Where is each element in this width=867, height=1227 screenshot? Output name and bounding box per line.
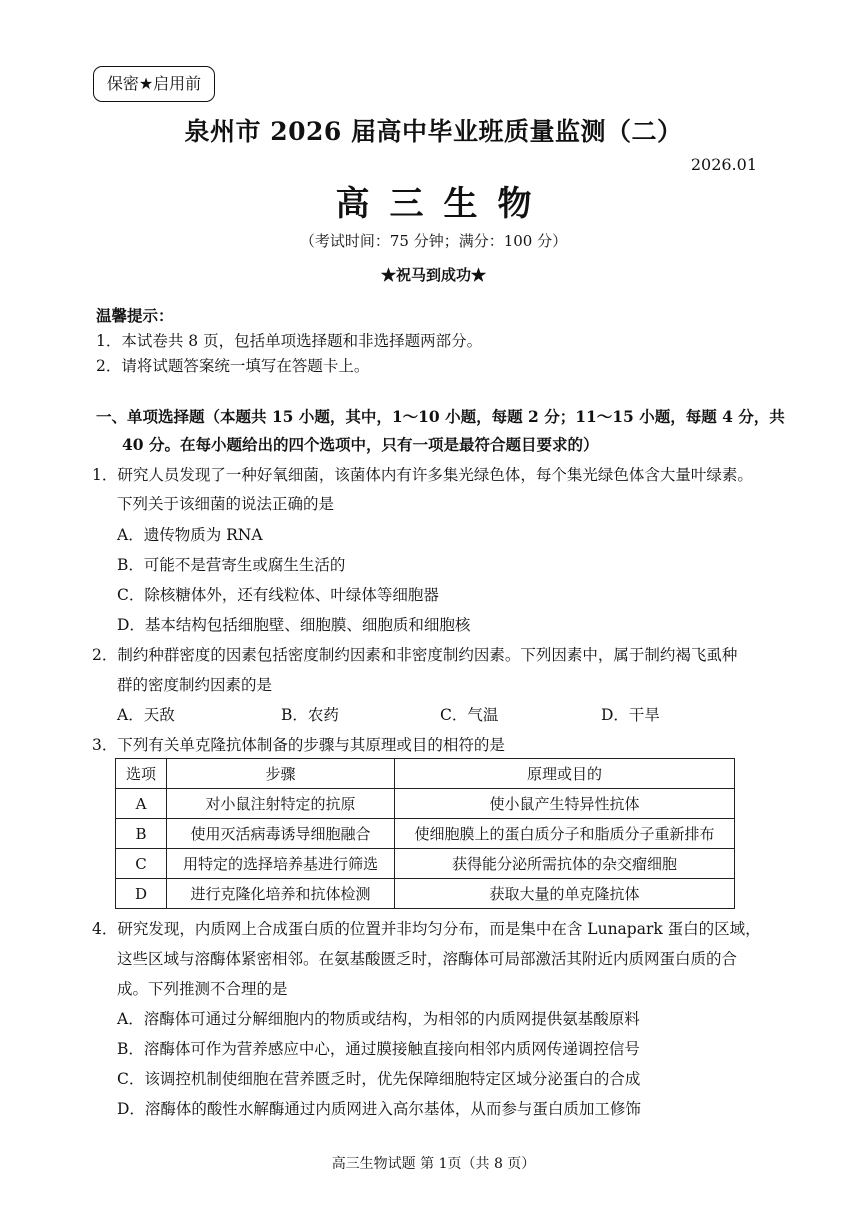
question-1-option-b: B．可能不是营寄生或腐生生活的 <box>117 556 346 574</box>
question-1-option-d: D．基本结构包括细胞壁、细胞膜、细胞质和细胞核 <box>117 616 471 634</box>
table-cell: 使细胞膜上的蛋白质分子和脂质分子重新排布 <box>395 819 735 849</box>
question-4-stem-continued: 成。下列推测不合理的是 <box>117 980 288 998</box>
table-cell: 获得能分泌所需抗体的杂交瘤细胞 <box>395 849 735 879</box>
tips-title: 温馨提示： <box>96 306 174 325</box>
page-footer: 高三生物试题 第 1页（共 8 页） <box>331 1156 536 1172</box>
table-cell: 用特定的选择培养基进行筛选 <box>167 849 395 879</box>
question-3-stem: 3．下列有关单克隆抗体制备的步骤与其原理或目的相符的是 <box>92 736 505 754</box>
table-cell: D <box>116 879 167 909</box>
confidential-label: 保密★启用前 <box>93 66 215 102</box>
tip-item: 2．请将试题答案统一填写在答题卡上。 <box>96 357 370 375</box>
table-row <box>116 789 735 819</box>
question-1-option-c: C．除核糖体外，还有线粒体、叶绿体等细胞器 <box>117 586 439 604</box>
table-header: 原理或目的 <box>395 759 735 789</box>
exam-date: 2026.01 <box>690 155 757 174</box>
question-3-table <box>115 758 735 909</box>
question-2-option-a: A．天敌 <box>117 706 175 724</box>
table-cell: C <box>116 849 167 879</box>
table-cell: A <box>116 789 167 819</box>
subject-title: 高三生物 <box>335 184 552 224</box>
section-heading-continued: 40 分。在每小题给出的四个选项中，只有一项是最符合题目要求的） <box>122 435 599 454</box>
main-title: 泉州市 2026 届高中毕业班质量监测（二） <box>184 117 683 146</box>
question-2-option-c: C．气温 <box>440 706 499 724</box>
question-2-option-d: D．干旱 <box>601 706 660 724</box>
question-1-stem-continued: 下列关于该细菌的说法正确的是 <box>117 495 335 513</box>
table-row <box>116 879 735 909</box>
question-1-option-a: A．遗传物质为 RNA <box>117 526 263 544</box>
table-cell: B <box>116 819 167 849</box>
question-4-option-b: B．溶酶体可作为营养感应中心，通过膜接触直接向相邻内质网传递调控信号 <box>117 1040 640 1058</box>
table-cell: 使小鼠产生特异性抗体 <box>395 789 735 819</box>
table-cell: 对小鼠注射特定的抗原 <box>167 789 395 819</box>
table-row <box>116 849 735 879</box>
exam-info: （考试时间：75 分钟；满分：100 分） <box>299 232 568 250</box>
table-row <box>116 819 735 849</box>
question-2-stem-continued: 群的密度制约因素的是 <box>117 676 273 694</box>
table-cell: 获取大量的单克隆抗体 <box>395 879 735 909</box>
table-header: 步骤 <box>167 759 395 789</box>
table-header-row <box>116 759 735 789</box>
question-2-option-b: B．农药 <box>281 706 339 724</box>
question-4-option-c: C．该调控机制使细胞在营养匮乏时，优先保障细胞特定区域分泌蛋白的合成 <box>117 1070 641 1088</box>
question-2-stem: 2．制约种群密度的因素包括密度制约因素和非密度制约因素。下列因素中，属于制约褐飞虱种 <box>92 646 738 664</box>
table-cell: 使用灭活病毒诱导细胞融合 <box>167 819 395 849</box>
question-4-option-a: A．溶酶体可通过分解细胞内的物质或结构，为相邻的内质网提供氨基酸原料 <box>117 1010 640 1028</box>
question-1-stem: 1．研究人员发现了一种好氧细菌，该菌体内有许多集光绿色体，每个集光绿色体含大量叶绿素。 <box>92 466 753 484</box>
table-cell: 进行克隆化培养和抗体检测 <box>167 879 395 909</box>
question-4-stem-continued: 这些区域与溶酶体紧密相邻。在氨基酸匮乏时，溶酶体可局部激活其附近内质网蛋白质的合 <box>117 950 738 968</box>
section-heading: 一、单项选择题（本题共 15 小题，其中，1～10 小题，每题 2 分；11～15 小题，每题 4 分，共 <box>96 407 785 426</box>
question-4-stem: 4．研究发现，内质网上合成蛋白质的位置并非均匀分布，而是集中在含 Lunapark 蛋白的区域， <box>92 920 761 938</box>
tip-item: 1．本试卷共 8 页，包括单项选择题和非选择题两部分。 <box>96 332 483 350</box>
question-4-option-d: D．溶酶体的酸性水解酶通过内质网进入高尔基体，从而参与蛋白质加工修饰 <box>117 1100 641 1118</box>
wish-line: ★祝马到成功★ <box>380 266 486 284</box>
table-header: 选项 <box>116 759 167 789</box>
